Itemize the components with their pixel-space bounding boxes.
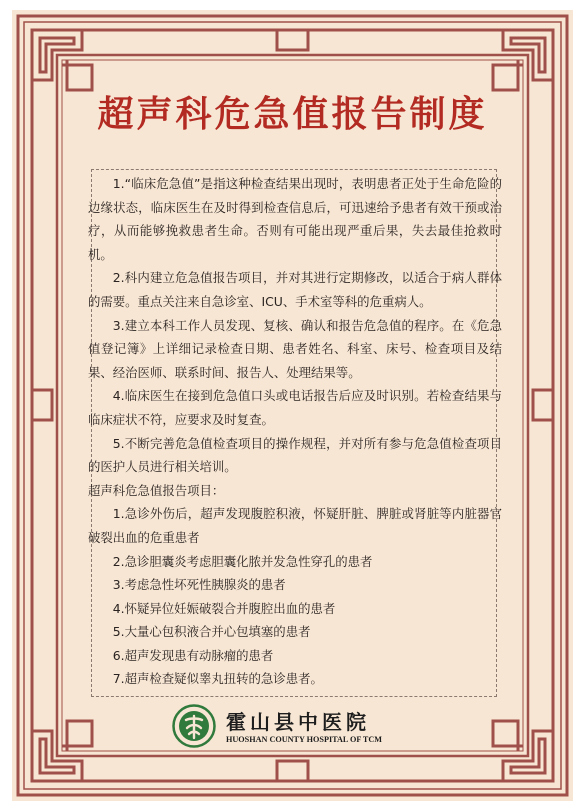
paragraph: 1.“临床危急值”是指这种检查结果出现时，表明患者正处于生命危险的边缘状态，临床医生在及时得到检查信息后，可迅速给予患者有效干预或治疗，从而能够挽救患者生命。否则有可能出现严重后果，失去最佳抢救时机。 (88, 176, 502, 262)
hospital-name-english: HUOSHAN COUNTY HOSPITAL OF TCM (226, 735, 383, 744)
hospital-footer (172, 704, 442, 750)
hospital-name: 霍山县中医院 (226, 710, 370, 734)
items-heading: 超声科危急值报告项目： (88, 482, 225, 498)
list-item: 1.急诊外伤后，超声发现腹腔积液，怀疑肝脏、脾脏或肾脏等内脏器官破裂出血的危重患者 (88, 506, 502, 545)
paragraph: 3.建立本科工作人员发现、复核、确认和报告危急值的程序。在《危急值登记簿》上详细记录检查日期、患者姓名、科室、床号、检查项目及结果、经治医师、联系时间、报告人、处理结果等。 (88, 317, 502, 380)
list-item: 4.怀疑异位妊娠破裂合并腹腔出血的患者 (112, 600, 336, 616)
list-item: 3.考虑急性坏死性胰腺炎的患者 (112, 577, 286, 593)
paragraph: 4.临床医生在接到危急值口头或电话报告后应及时识别。若检查结果与临床症状不符，应要求及时复查。 (88, 388, 502, 427)
paragraph: 5.不断完善危急值检查项目的操作规程，并对所有参与危急值检查项目的医护人员进行相关培训。 (88, 435, 502, 475)
paragraph: 2.科内建立危急值报告项目，并对其进行定期修改，以适合于病人群体的需要。重点关注来自急诊室、ICU、手术室等科的危重病人。 (88, 270, 502, 309)
regulation-content (88, 172, 502, 691)
list-item: 5.大量心包积液合并心包填塞的患者 (112, 624, 311, 640)
list-item: 2.急诊胆囊炎考虑胆囊化脓并发急性穿孔的患者 (112, 553, 373, 569)
poster (12, 10, 573, 801)
page-title: 超声科危急值报告制度 (97, 94, 488, 135)
list-item: 6.超声发现患有动脉瘤的患者 (112, 647, 274, 663)
list-item: 7.超声检查疑似睾丸扭转的急诊患者。 (112, 671, 323, 687)
hospital-logo-icon (172, 704, 216, 748)
